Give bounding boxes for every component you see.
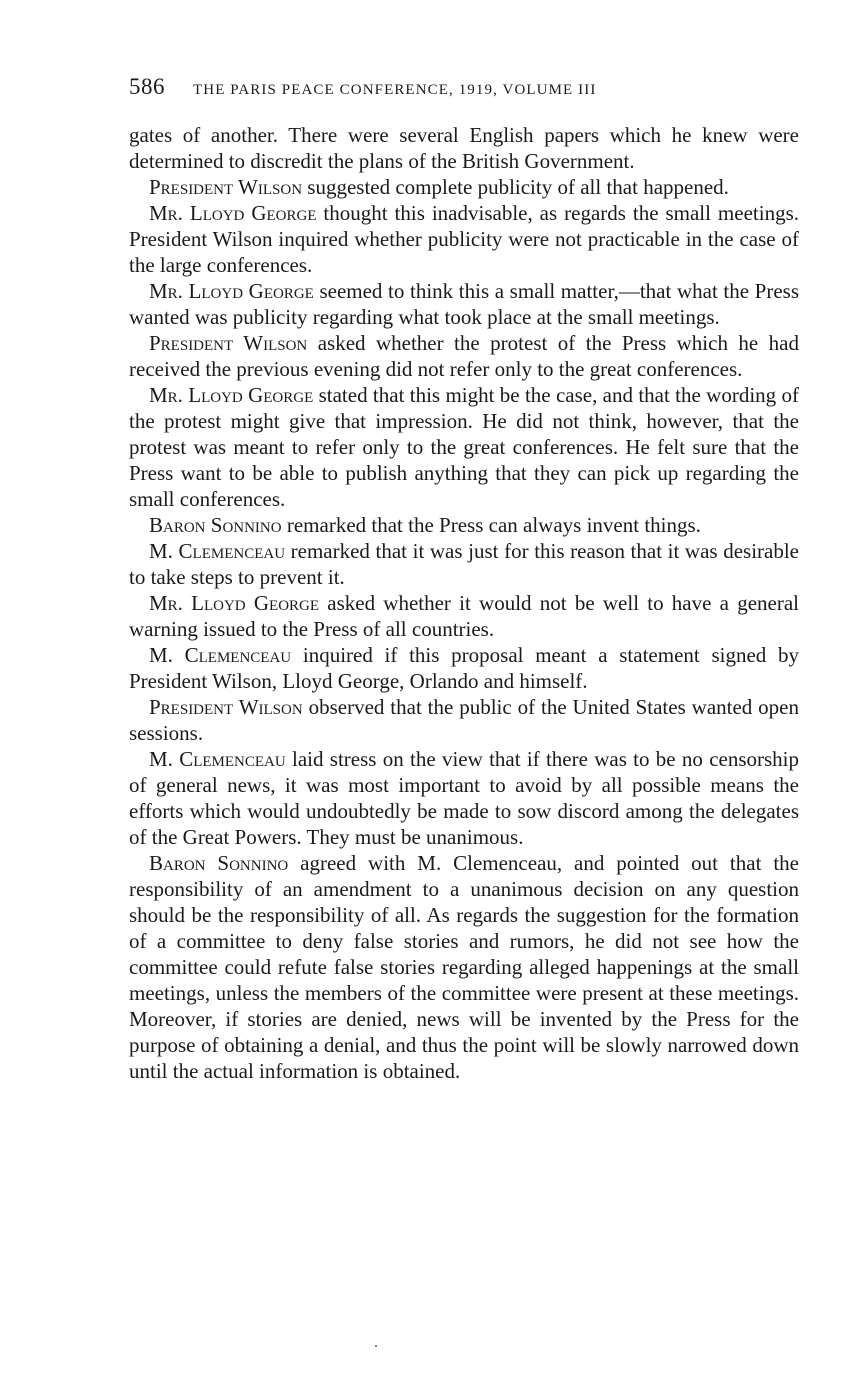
paragraph-text: remarked that the Press can always invent things. [281, 513, 701, 537]
page-number: 586 [129, 74, 165, 99]
paragraph-text: laid stress on the view that if there was to be no censorship of general news, it was most important to avoid by all possible means the efforts which would undoubtedly be made to sow discord among the delegates of the Great Powers. They must be unanimous. [129, 747, 800, 849]
paragraph [129, 330, 799, 382]
paragraph [129, 746, 799, 850]
speaker-name: M. Clemenceau [149, 643, 292, 667]
speaker-name: M. Clemenceau [149, 539, 286, 563]
paragraph-text: thought this inadvisable, as regards the small meetings. President Wilson inquired whether publicity were not practicable in the case of the large conferences. [129, 201, 799, 277]
paragraph [129, 590, 799, 642]
paragraph-text: seemed to think this a small matter,—that what the Press wanted was publicity regarding what took place at the small meetings. [129, 279, 800, 329]
speaker-name: President Wilson [149, 175, 303, 199]
paragraph-text: stated that this might be the case, and that the wording of the protest might give that impression. He did not think, however, that the protest was meant to refer only to the great conferences. He felt sure that the Press want to be able to publish anything that they can pick up regarding the small conferences. [129, 383, 799, 511]
paragraph [129, 850, 799, 1084]
paragraph-text: agreed with M. Clemenceau, and pointed out that the responsibility of an amendment to a unanimous decision on any question should be the responsibility of all. As regards the suggestion for the formation of a committee to deny false stories and rumors, he did not see how the committee could refute false stories regarding alleged happenings at the small meetings, unless the members of the committee were present at these meetings. Moreover, if stories are denied, news will be invented by the Press for the purpose of obtaining a denial, and thus the point will be slowly narrowed down until the actual information is obtained. [129, 851, 799, 1083]
paragraph-text: observed that the public of the United States wanted open sessions. [129, 695, 800, 745]
paragraph [129, 122, 799, 174]
paragraph-text: inquired if this proposal meant a statement signed by President Wilson, Lloyd George, Orlando and himself. [129, 643, 799, 693]
speaker-name: Baron Sonnino [149, 851, 289, 875]
body-text [129, 122, 799, 1084]
paragraph [129, 200, 799, 278]
running-header [129, 74, 799, 110]
document-page [129, 74, 799, 1084]
speaker-name: Mr. Lloyd George [149, 383, 314, 407]
paragraph [129, 512, 799, 538]
speaker-name: Mr. Lloyd George [149, 591, 320, 615]
paragraph [129, 278, 799, 330]
paragraph-text: suggested complete publicity of all that happened. [302, 175, 729, 199]
paragraph-text: asked whether it would not be well to have a general warning issued to the Press of all countries. [129, 591, 800, 641]
speaker-name: Baron Sonnino [149, 513, 282, 537]
running-title: THE PARIS PEACE CONFERENCE, 1919, VOLUME III [193, 82, 597, 98]
paragraph [129, 382, 799, 512]
paragraph-text: asked whether the protest of the Press which he had received the previous evening did not refer only to the great conferences. [129, 331, 800, 381]
paragraph [129, 694, 799, 746]
paragraph-text: gates of another. There were several English papers which he knew were determined to discredit the plans of the British Government. [129, 123, 799, 173]
paragraph [129, 538, 799, 590]
stray-ink-dot [375, 1345, 377, 1347]
speaker-name: Mr. Lloyd George [149, 201, 317, 225]
speaker-name: President Wilson [149, 331, 308, 355]
paragraph [129, 642, 799, 694]
speaker-name: M. Clemenceau [149, 747, 286, 771]
paragraph [129, 174, 799, 200]
speaker-name: Mr. Lloyd George [149, 279, 314, 303]
paragraph-text: remarked that it was just for this reason that it was desirable to take steps to prevent it. [129, 539, 799, 589]
speaker-name: President Wilson [149, 695, 303, 719]
